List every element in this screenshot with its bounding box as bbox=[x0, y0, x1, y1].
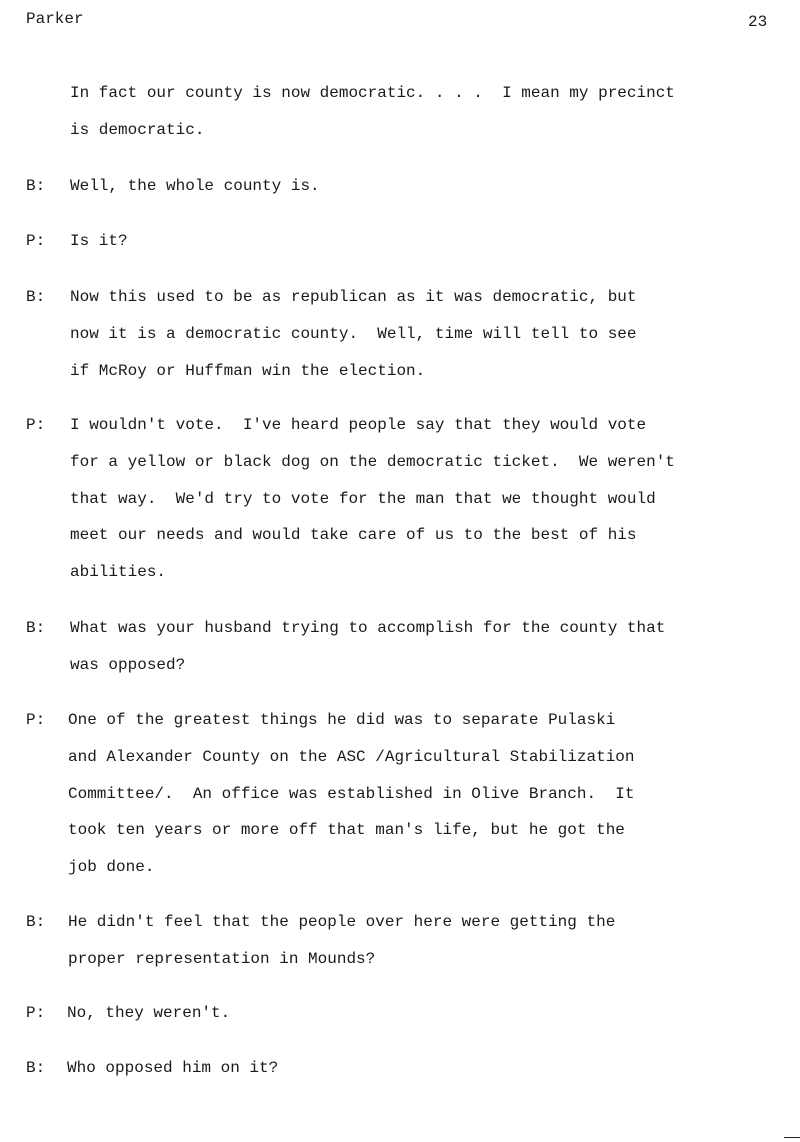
speaker-label: P: bbox=[26, 1004, 46, 1022]
transcript-line: now it is a democratic county. Well, time will tell to see bbox=[70, 324, 637, 343]
speaker-label: B: bbox=[26, 619, 46, 637]
transcript-line: that way. We'd try to vote for the man that we thought would bbox=[70, 489, 656, 508]
transcript-line: job done. bbox=[68, 858, 155, 877]
transcript-line: What was your husband trying to accomplish for the county that bbox=[70, 619, 666, 637]
transcript-line: proper representation in Mounds? bbox=[68, 949, 376, 968]
speaker-label: P: bbox=[26, 711, 46, 729]
speaker-label: P: bbox=[26, 416, 46, 434]
transcript-line: Well, the whole county is. bbox=[70, 177, 320, 195]
page-header-name: Parker bbox=[26, 10, 84, 28]
transcript-line: meet our needs and would take care of us to the best of his bbox=[70, 526, 637, 545]
page-edge-mark bbox=[784, 1137, 800, 1138]
transcript-line: No, they weren't. bbox=[67, 1004, 231, 1022]
transcript-line: Who opposed him on it? bbox=[67, 1059, 279, 1077]
transcript-line: Now this used to be as republican as it was democratic, but bbox=[70, 288, 637, 306]
transcript-line: Is it? bbox=[70, 232, 128, 250]
transcript-line: abilities. bbox=[70, 563, 167, 582]
speaker-label: P: bbox=[26, 232, 46, 250]
transcript-line: He didn't feel that the people over here were getting the bbox=[68, 913, 616, 931]
speaker-label: B: bbox=[26, 177, 46, 195]
transcript-line: if McRoy or Huffman win the election. bbox=[70, 361, 426, 380]
transcript-line: and Alexander County on the ASC /Agricultural Stabilization bbox=[68, 747, 635, 766]
transcript-line: I wouldn't vote. I've heard people say that they would vote bbox=[70, 416, 647, 434]
transcript-line: In fact our county is now democratic. . . . I mean my precinct bbox=[70, 84, 675, 102]
speaker-label: B: bbox=[26, 913, 46, 931]
speaker-label: B: bbox=[26, 288, 46, 306]
transcript-line: for a yellow or black dog on the democratic ticket. We weren't bbox=[70, 452, 675, 471]
transcript-line: One of the greatest things he did was to separate Pulaski bbox=[68, 711, 616, 729]
transcript-line: is democratic. bbox=[70, 120, 205, 139]
transcript-line: was opposed? bbox=[70, 655, 186, 674]
speaker-label: B: bbox=[26, 1059, 46, 1077]
page-number: 23 bbox=[748, 13, 768, 31]
transcript-line: Committee/. An office was established in Olive Branch. It bbox=[68, 784, 635, 803]
transcript-line: took ten years or more off that man's life, but he got the bbox=[68, 821, 625, 840]
